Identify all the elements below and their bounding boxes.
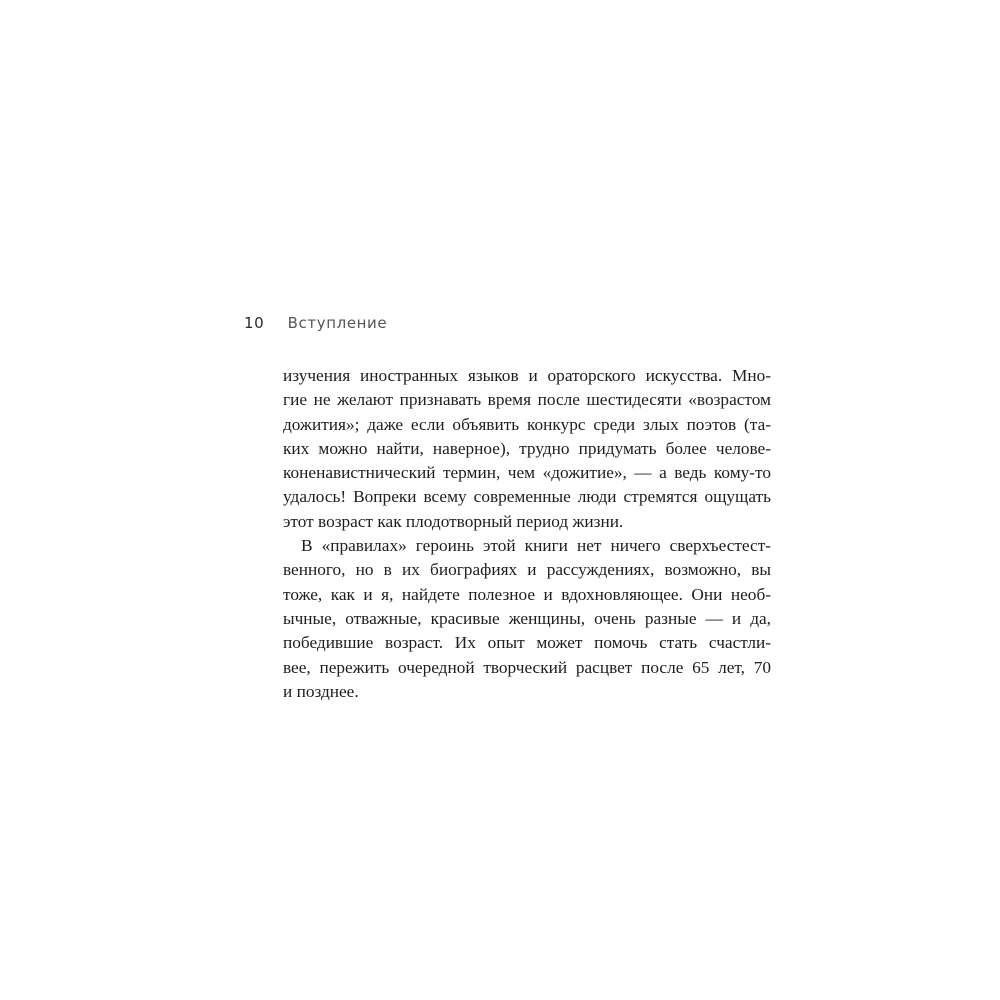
text-line: тоже, как и я, найдете полезное и вдохновляющее. Они необ- xyxy=(283,584,771,604)
paragraph-2 xyxy=(283,534,771,704)
text-line: ычные, отважные, красивые женщины, очень разные — и да, xyxy=(283,608,771,628)
text-line: венного, но в их биографиях и рассуждениях, возможно, вы xyxy=(283,560,771,580)
text-line: коненавистнический термин, чем «дожитие», — а ведь кому-то xyxy=(283,463,771,483)
text-line: этот возраст как плодотворный период жизни. xyxy=(283,511,624,531)
body-text xyxy=(283,364,771,704)
text-line: В «правилах» героинь этой книги нет ничего сверхъестест- xyxy=(301,536,771,556)
text-line: вее, пережить очередной творческий расцвет после 65 лет, 70 xyxy=(283,657,771,677)
running-head xyxy=(244,314,387,332)
section-title: Вступление xyxy=(287,314,388,332)
paragraph-1 xyxy=(283,364,771,534)
text-line: изучения иностранных языков и ораторского искусства. Мно- xyxy=(283,366,771,385)
text-line: победившие возраст. Их опыт может помочь стать счастли- xyxy=(283,633,771,653)
text-line: и позднее. xyxy=(283,681,359,701)
text-line: удалось! Вопреки всему современные люди стремятся ощущать xyxy=(283,487,771,507)
page-number: 10 xyxy=(244,314,265,332)
text-line: ких можно найти, наверное), трудно придумать более челове- xyxy=(283,438,771,458)
text-line: гие не желают признавать время после шестидесяти «возрастом xyxy=(283,390,771,410)
text-line: дожития»; даже если объявить конкурс среди злых поэтов (та- xyxy=(283,414,771,434)
